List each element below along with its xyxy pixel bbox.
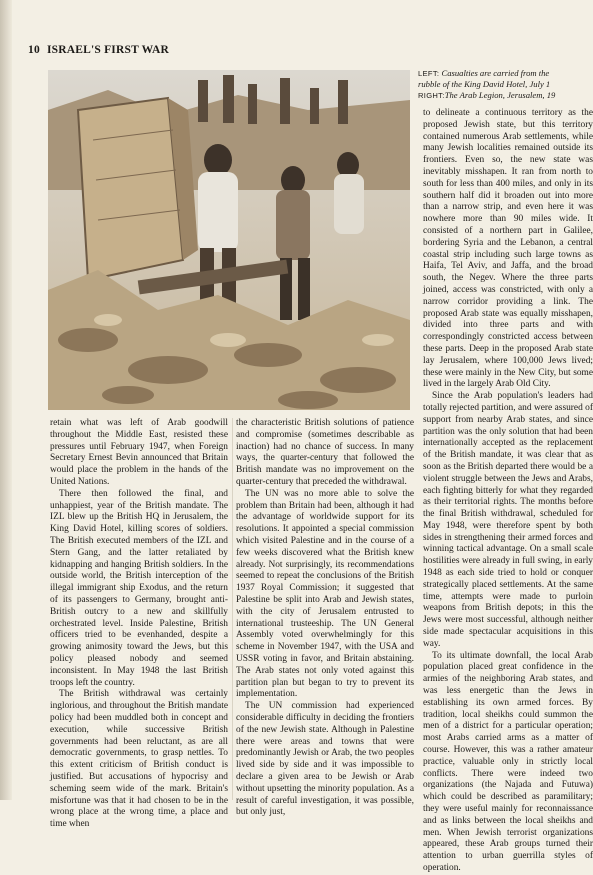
page-number: 10 (28, 44, 40, 56)
paragraph: Since the Arab population's leaders had totally rejected partition, and were assured of support from nearby Arab states, and since partition was the only solution that had been internationally accepted as the replacement of the British mandate, it was clear that as soon as the British departed there would be a violent struggle between the Jews and Arabs, each fighting bitterly for what they regarded as their territorial rights. The months before the final British withdrawal, scheduled for May 1948, were therefore spent by both sides in strengthening their armed forces and winning tactical advantage. On a small scale hostilities were already in full swing, in early 1948 as each side tried to hold or conquer strategically placed settlements. At the same time, attempts were made to purloin weapons from British depots; in this the Jews were most successful, although neither side made spectacular acquisitions in this way. (423, 391, 593, 649)
column-divider (232, 418, 233, 800)
paragraph: The British withdrawal was certainly inglorious, and throughout the British mandate policy had been muddled both in concept and execution, while successive British governments had been reluctant, as are all democratic governments, to grasp nettles. To this extent criticism of British conduct is justified. But accusations of hypocrisy and scheming seem wide of the mark. Britain's misfortune was that it had chosen to be in the wrong place at the wrong time, a place and time when (50, 689, 228, 830)
paragraph: to delineate a continuous territory as the proposed Jewish state, but this territory contained numerous Arab settlements, while many Jewish localities remained outside its frontiers. Even so, the new state was inevitably misshapen. It ran from north to south for less than 400 miles, and only in its southern half did it broaden out into more than a narrow strip, and even here it was nowhere more than 90 miles wide. It consisted of a northern part in Galilee, bordering Syria and the Lebanon, a central coastal strip including such large towns as Haifa, Tel Aviv, and Jaffa, and the broad south, the Negev. Where the three parts joined, access was constricted, with only a narrow corridor providing a link. The proposed Arab state was equally misshapen, divided into three parts and with correspondingly constricted access between these parts. Deep in the proposed Arab state lay Jerusalem, where 100,000 Jews lived; these were mainly in the New City, but some lived in the largely Arab Old City. (423, 108, 593, 390)
photo-rubble-icon (48, 70, 410, 410)
text-column-3 (423, 108, 593, 873)
caption-left: LEFT: Casualties are carried from the (418, 68, 550, 78)
paragraph: retain what was left of Arab goodwill throughout the Middle East, resisted these pressures until February 1947, when Foreign Secretary Ernest Bevin announced that Britain would place the problem in the hands of the United Nations. (50, 418, 228, 487)
caption-left-cont: rubble of the King David Hotel, July 1 (418, 79, 551, 89)
running-header (28, 44, 169, 56)
paragraph: The UN commission had experienced considerable difficulty in deciding the frontiers of the new Jewish state. Although in Palestine there were areas and towns that were predominantly Jewish or Arab, the two peoples lived side by side and it was impossible to declare a given area to be Jewish or Arab without upsetting the minority population. As a result of careful investigation, it was possible, but only just, (236, 701, 414, 818)
paragraph: There then followed the final, and unhappiest, year of the British mandate. The IZL blew up the British HQ in Jerusalem, the King David Hotel, killing scores of soldiers. The British executed members of the IZL and Stern Gang, and the latter retaliated by kidnapping and hanging British soldiers. In the outside world, the British interception of the illegal immigrant ship Exodus, and the return of its passengers to Germany, brought anti-British outcry to a new and skillfully orchestrated level. Inside Palestine, British officers tried to be evenhanded, despite a growing animosity toward the Jews, but this policy pleased nobody and seemed inconsistent. In May 1948 the last British troops left the country. (50, 488, 228, 688)
paragraph: The UN was no more able to solve the problem than Britain had been, although it had the advantage of worldwide support for its resolutions. It appointed a special commission which visited Palestine and in the course of a few weeks discovered what the British knew already. Not surprisingly, its recommendations seemed to repeat the conclusions of the British 1937 Royal Commission; it suggested that Palestine be split into Arab and Jewish states, with the city of Jerusalem entrusted to international trusteeship. The UN General Assembly voted overwhelmingly for this scheme in November 1947, with the USA and USSR voting in favor, and Britain abstaining. The Arab states not only voted against this partition plan but began to try to prevent its implementation. (236, 488, 414, 700)
photo-caption (418, 68, 582, 101)
book-title: ISRAEL'S FIRST WAR (46, 44, 170, 56)
text-column-1 (50, 418, 228, 830)
page-binding-edge (0, 0, 12, 800)
paragraph: the characteristic British solutions of patience and compromise (sometimes describable as inaction) had no chance of success. In many ways, the quarter-century that followed the British mandate was no improvement on the quarter-century that preceded the withdrawal. (236, 418, 414, 487)
text-column-2 (236, 418, 414, 818)
caption-right: RIGHT:The Arab Legion, Jerusalem, 19 (418, 90, 556, 100)
photo-rubble-king-david-hotel (48, 70, 410, 410)
paragraph: To its ultimate downfall, the local Arab population placed great confidence in the armies of the neighboring Arab states, and was less energetic than the Jews in establishing its own armed forces. By tradition, local sheikhs could summon the men of a district for a particular operation; most Arabs carried arms as a matter of course. However, this was a rather amateur practice, valuable only in strictly local conflicts. There were indeed two organizations (the Najada and Futuwa) which could be described as paramilitary; they were useful mainly for reconnaissance and as links between the local sheikhs and men. When Jewish terrorist organizations appeared, these Arab groups turned their attention to urban guerrilla styles of operation. (423, 650, 593, 873)
